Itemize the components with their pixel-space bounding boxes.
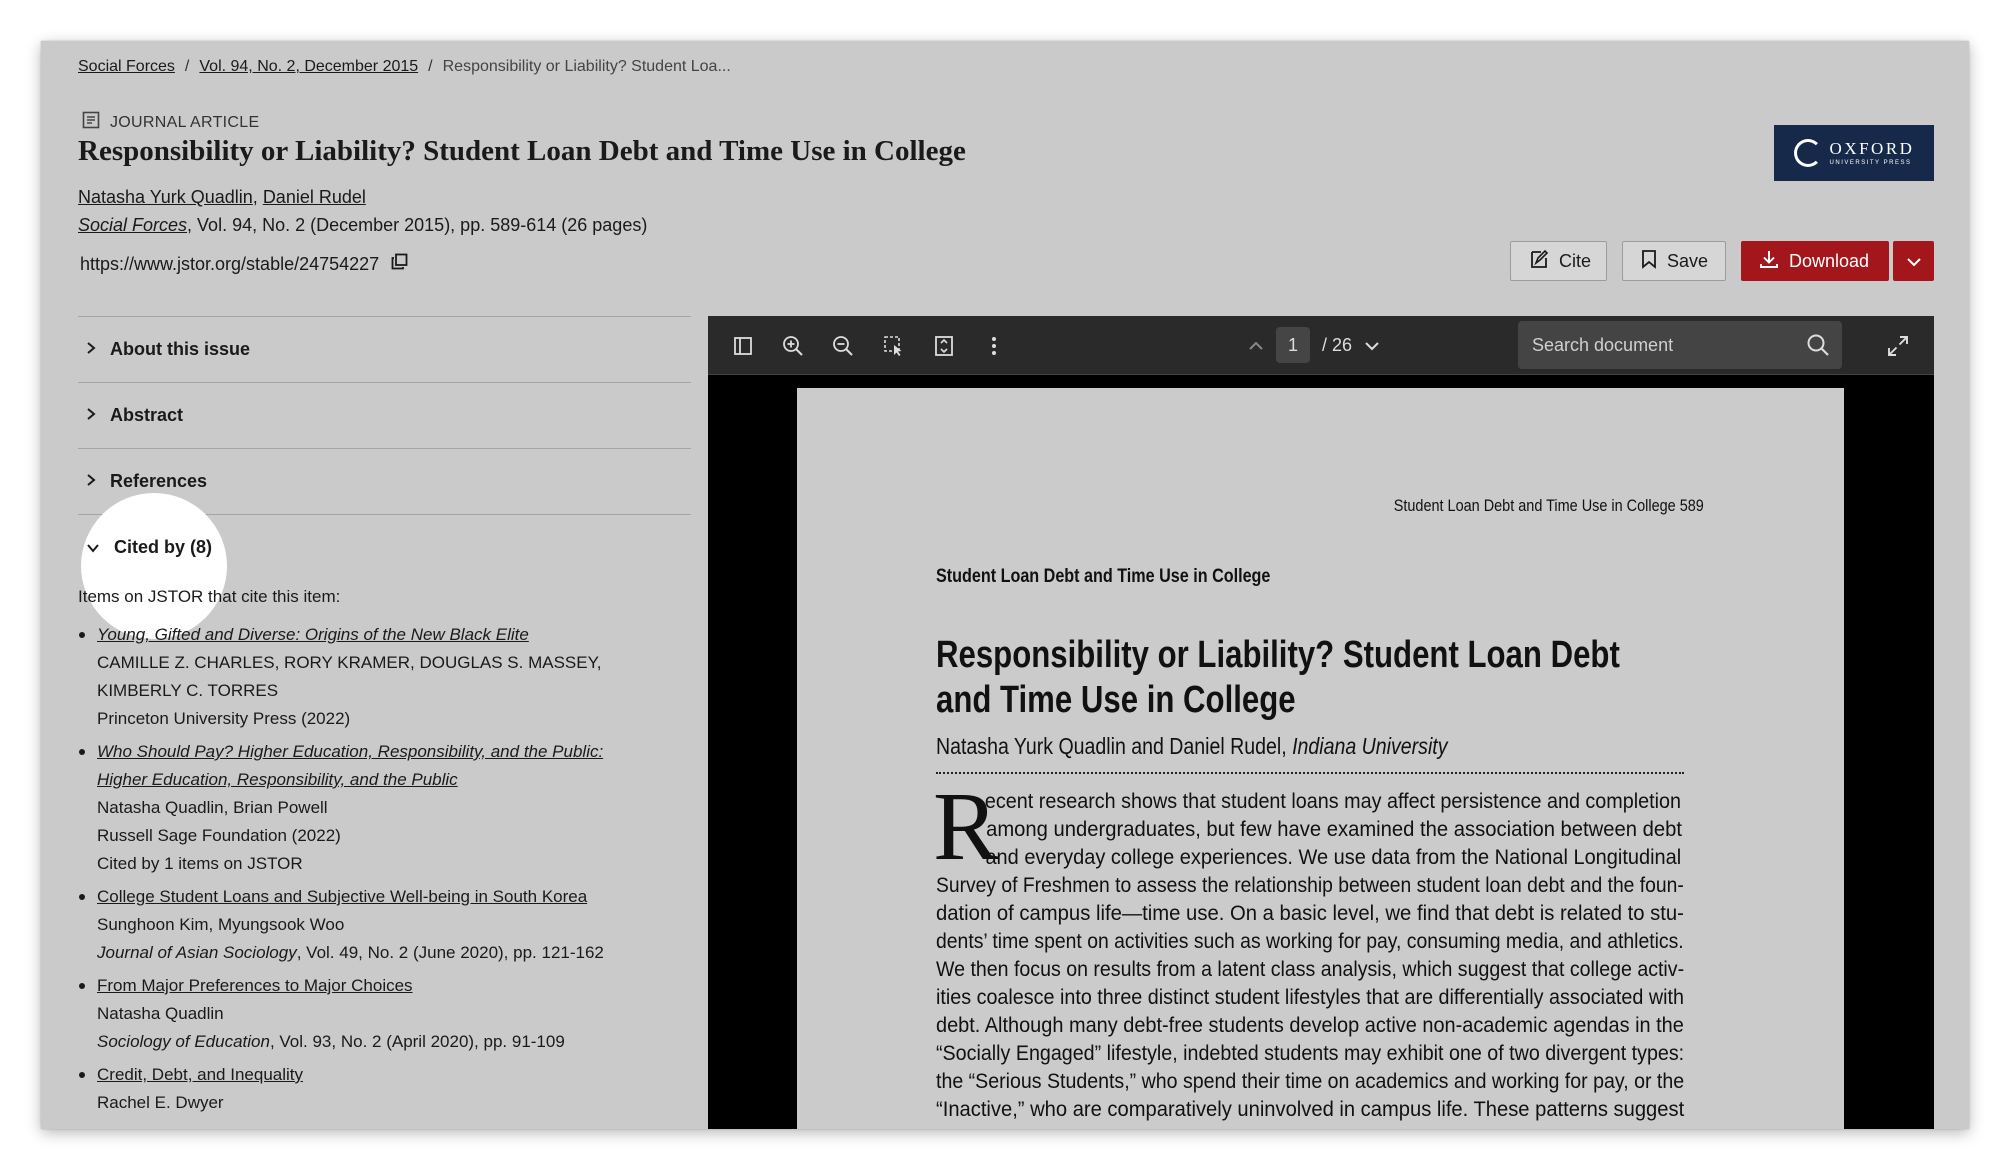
chevron-down-icon [86,537,100,558]
accordion-label: Abstract [110,405,184,425]
stable-url-text: https://www.jstor.org/stable/24754227 [80,253,380,274]
citing-item-cited-count: Cited by 1 items on JSTOR [97,854,303,873]
pdf-text-line: the “Serious Students,” who spend their time on academics and working for pay, or the [936,1070,1685,1093]
accordion-label: Cited by (8) [114,537,213,557]
citing-item-title-line: Who Should Pay? Higher Education, Responsibility, and the Public: [97,742,604,761]
pdf-text-line: among undergraduates, but few have examined the association between debt [986,818,1682,841]
bookmark-icon [1641,249,1657,274]
page-title: Responsibility or Liability? Student Loan Debt and Time Use in College [78,135,966,167]
zoom-in-icon[interactable] [778,331,808,361]
pdf-abstract [936,788,1684,1124]
citing-item-journal: Sociology of Education [97,1032,270,1051]
pdf-running-head [1394,496,1704,516]
pdf-page-number: 589 [1679,496,1704,515]
pdf-text-line: “Socially Engaged” lifestyle, indebted students may exhibit one of two divergent types: [936,1042,1685,1065]
breadcrumb [78,58,731,76]
breadcrumb-separator: / [184,58,190,75]
citation-details: , Vol. 94, No. 2 (December 2015), pp. 589-614 (26 pages) [187,215,648,235]
save-label: Save [1667,250,1709,271]
citing-item-authors: Natasha Quadlin [97,1004,224,1023]
citing-item-authors: Rachel E. Dwyer [97,1093,224,1112]
cited-by-intro: Items on JSTOR that cite this item: [78,587,341,606]
cite-icon [1529,249,1549,274]
select-tool-icon[interactable] [879,331,909,361]
pdf-text-line: We then focus on results from a latent class analysis, which suggest that college activ- [936,958,1685,981]
pdf-text-line: ecent research shows that student loans may affect persistence and completion [984,790,1681,813]
pdf-text-line: “Inactive,” who are comparatively uninvolved in campus life. These patterns suggest [936,1098,1685,1121]
chevron-right-icon [86,339,96,360]
chevron-up-icon[interactable] [1248,335,1264,356]
download-button[interactable] [1741,241,1889,281]
citing-item-journal: Journal of Asian Sociology [97,943,297,962]
citing-item-authors: KIMBERLY C. TORRES [97,681,279,700]
pdf-authors [936,733,1448,760]
page-navigation [1248,327,1380,363]
cite-label: Cite [1559,250,1592,271]
article-authors [78,187,366,208]
search-icon[interactable] [1806,333,1830,362]
stable-url [80,253,408,275]
download-icon [1759,249,1779,274]
citing-item-source [97,1028,678,1056]
accordion-label: References [110,471,208,491]
download-options-button[interactable] [1893,241,1934,281]
pdf-text-line: ities coalesce into three distinct student lifestyles that are differentially associated with [936,986,1684,1009]
pdf-text-line: and everyday college experiences. We use data from the National Longitudinal [985,846,1682,869]
copy-icon[interactable] [391,253,408,275]
author-separator: , [252,187,258,207]
more-options-icon[interactable] [979,331,1009,361]
pdf-article-title [936,633,1674,723]
chevron-down-icon [1906,251,1922,272]
article-citation [78,215,647,236]
citing-item-link[interactable]: Young, Gifted and Diverse: Origins of the New Black Elite [97,625,529,644]
pdf-text-line: dation of campus life—time use. On a basic level, we find that debt is related to stu- [936,902,1684,925]
citing-item-authors: Sunghoon Kim, Myungsook Woo [97,915,345,934]
article-type [82,111,259,134]
citing-item-source: Princeton University Press (2022) [97,709,351,728]
publisher-logo[interactable] [1774,125,1934,181]
pdf-dropcap: R [933,773,999,881]
list-item [78,621,678,733]
viewer-toolbar [708,316,1934,375]
list-item [78,738,678,878]
citing-item-source: Russell Sage Foundation (2022) [97,826,341,845]
list-item [78,972,678,1056]
accordion-cited-by[interactable] [78,514,691,580]
pdf-viewer [708,316,1934,1129]
author-link[interactable]: Daniel Rudel [262,187,366,207]
citing-item-source [97,939,678,967]
author-link[interactable]: Natasha Yurk Quadlin [78,187,253,207]
accordion-abstract[interactable] [78,382,691,448]
citing-item-title-line: Higher Education, Responsibility, and the Public [97,770,458,789]
chevron-right-icon [86,471,96,492]
oup-ring-icon [1794,139,1822,167]
pdf-dotted-rule [936,772,1684,774]
chevron-right-icon [86,405,96,426]
pdf-section-heading: Student Loan Debt and Time Use in College [936,566,1271,587]
sidebar-toggle-icon[interactable] [728,331,758,361]
focus-highlight [81,493,227,639]
fullscreen-icon[interactable] [1883,331,1913,361]
fit-page-icon[interactable] [929,331,959,361]
journal-link[interactable]: Social Forces [78,215,188,235]
pdf-text-line: dents’ time spent on activities such as working for pay, consuming media, and athletics. [936,930,1684,953]
chevron-down-icon[interactable] [1364,335,1380,356]
citing-item-authors: CAMILLE Z. CHARLES, RORY KRAMER, DOUGLAS S. MASSEY, [97,653,602,672]
citing-item-details: , Vol. 49, No. 2 (June 2020), pp. 121-162 [296,943,604,962]
search-placeholder: Search document [1532,334,1674,355]
pdf-text-line: Survey of Freshmen to assess the relationship between student loan debt and the foun- [936,874,1684,897]
publisher-sub: UNIVERSITY PRESS [1829,160,1912,166]
citing-item-link[interactable]: College Student Loans and Subjective Well-being in South Korea [97,887,588,906]
breadcrumb-current: Responsibility or Liability? Student Loa... [442,58,731,75]
cite-button[interactable] [1510,241,1607,281]
search-document-input[interactable] [1518,321,1842,369]
list-item [78,1061,678,1117]
pdf-title-line: and Time Use in College [936,679,1296,721]
citing-item-details: , Vol. 93, No. 2 (April 2020), pp. 91-109 [269,1032,565,1051]
browser-frame [41,41,1969,1129]
breadcrumb-journal-link[interactable]: Social Forces [78,58,175,75]
download-label: Download [1789,250,1870,271]
publisher-name: OXFORD [1829,139,1915,158]
pdf-title-line: Responsibility or Liability? Student Loan Debt [936,634,1620,676]
article-sidebar [78,316,691,580]
page-total: / 26 [1322,334,1353,355]
citing-item-link[interactable]: From Major Preferences to Major Choices [97,976,413,995]
pdf-page [797,388,1844,1129]
accordion-label: About this issue [110,339,251,359]
pdf-running-head-text: Student Loan Debt and Time Use in College [1393,496,1676,515]
pdf-author-names: Natasha Yurk Quadlin and Daniel Rudel, [936,733,1293,759]
pdf-affiliation: Indiana University [1292,733,1448,759]
page-number-input[interactable]: 1 [1276,327,1310,363]
cited-by-list [78,621,678,1122]
accordion-about-issue[interactable] [78,316,691,382]
citing-item-link[interactable]: Credit, Debt, and Inequality [97,1065,304,1084]
list-item [78,883,678,967]
article-type-label: JOURNAL ARTICLE [110,113,260,131]
article-icon [82,111,100,134]
save-button[interactable] [1622,241,1726,281]
breadcrumb-separator: / [428,58,433,75]
citing-item-authors: Natasha Quadlin, Brian Powell [97,798,328,817]
citing-item-link[interactable] [97,738,678,794]
zoom-out-icon[interactable] [828,331,858,361]
breadcrumb-issue-link[interactable]: Vol. 94, No. 2, December 2015 [199,58,419,75]
pdf-text-line: debt. Although many debt-free students develop active non-academic agendas in the [936,1014,1684,1037]
